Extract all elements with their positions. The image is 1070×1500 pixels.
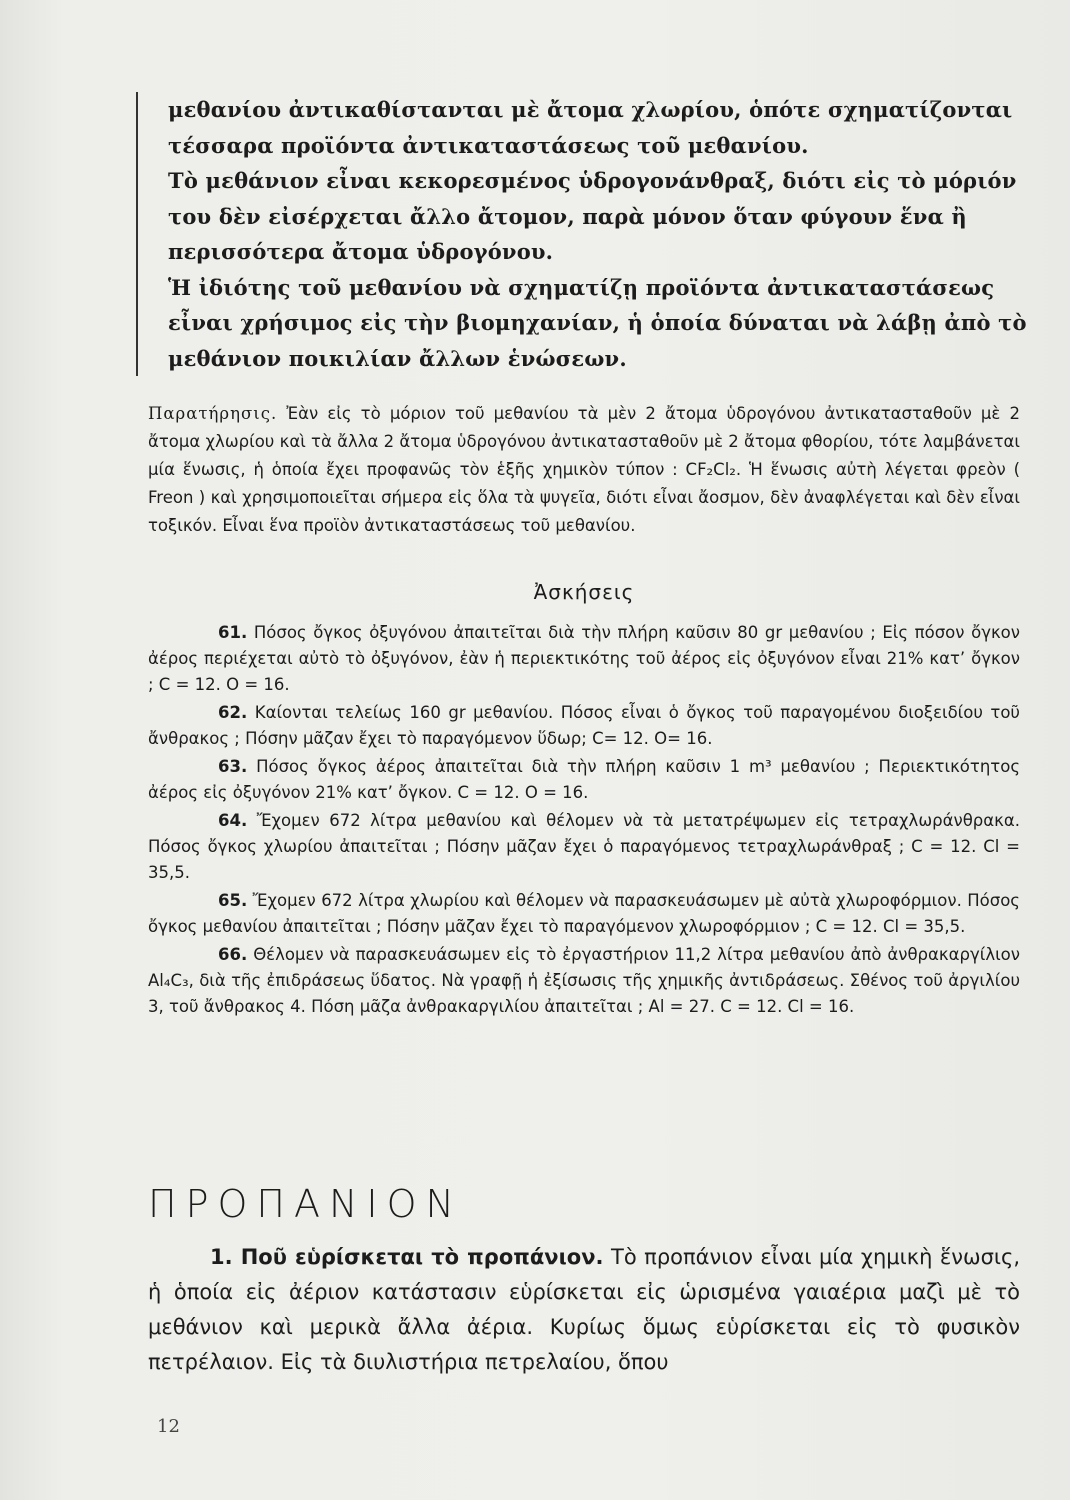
exercise-number: 61. [218,623,248,642]
page-number: 12 [157,1416,180,1437]
exercise-number: 63. [218,757,248,776]
exercise-text: Ἔχομεν 672 λίτρα μεθανίου καὶ θέλομεν νὰ τὰ μετατρέψωμεν εἰς τετραχλωράνθρακα. Πόσος ὄγκος χλωρίου ἀπαιτεῖται ; Πόσην μᾶζαν ἔχει ὁ παραγόμενος τετραχλωράνθραξ ; C = 12. Cl = 35,5. [148,811,1020,882]
chapter-title: ΠΡΟΠΑΝΙΟΝ [148,1182,463,1226]
exercise-text: Ἔχομεν 672 λίτρα χλωρίου καὶ θέλομεν νὰ παρασκευάσωμεν μὲ αὐτὰ χλωροφόρμιον. Πόσος ὄγκος μεθανίου ἀπαιτεῖται ; Πόσην μᾶζαν ἔχει τὸ παραγόμενον χλωροφόρμιον ; C = 12. Cl = 35,5. [148,891,1020,936]
exercise-item [148,754,1020,806]
exercises-heading: Ἀσκήσεις [533,580,635,604]
exercise-number: 65. [218,891,248,910]
note-formula: CF₂Cl₂ [685,460,736,479]
section-heading: 1. Ποῦ εὑρίσκεται τὸ προπάνιον. [210,1245,604,1269]
exercise-item [148,808,1020,886]
note-text-2: . Ἡ ἕνωσις αὐτὴ λέγεται φρεὸν ( Freon ) καὶ χρησιμοποιεῖται σήμερα εἰς ὅλα τὰ ψυγεῖα, διότι εἶναι ἄοσμον, δὲν ἀναφλέγεται καὶ δὲν εἶναι τοξικόν. Εἶναι ἕνα προϊὸν ἀντικαταστάσεως τοῦ μεθανίου. [148,460,1021,535]
summary-paragraph-2: Τὸ μεθάνιον εἶναι κεκορεσμένος ὑδρογονάνθραξ, διότι εἰς τὸ μόριόν του δὲν εἰσέρχεται ἄλλο ἄτομον, παρὰ μόνον ὅταν φύγουν ἕνα ἢ περισσότερα ἄτομα ὑδρογόνου. [168,168,1017,264]
exercise-item [148,942,1020,1020]
exercise-number: 66. [218,945,248,964]
note-paragraph [148,400,1020,540]
note-label: Παρατήρησις. [148,404,278,423]
section-propane-location [148,1240,1020,1380]
exercise-text: Πόσος ὄγκος ἀέρος ἀπαιτεῖται διὰ τὴν πλήρη καῦσιν 1 m³ μεθανίου ; Περιεκτικότητος ἀέρος εἰς ὀξυγόνον 21% κατ’ ὄγκον. C = 12. O = 16. [148,757,1021,802]
exercise-number: 62. [218,703,248,722]
section-text: Τὸ προπάνιον εἶναι μία χημικὴ ἕνωσις, ἡ ὁποία εἰς ἀέριον κατάστασιν εὑρίσκεται εἰς ὡρισμένα γαιαέρια μαζὶ μὲ τὸ μεθάνιον καὶ μερικὰ ἄλλα ἀέρια. Κυρίως ὅμως εὑρίσκεται εἰς τὸ φυσικὸν πετρέλαιον. Εἰς τὰ διυλιστήρια πετρελαίου, ὅπου [148,1245,1020,1374]
exercise-text: Θέλομεν νὰ παρασκευάσωμεν εἰς τὸ ἐργαστήριον 11,2 λίτρα μεθανίου ἀπὸ ἀνθρακαργίλιον Al₄C₃, διὰ τῆς ἐπιδράσεως ὕδατος. Νὰ γραφῇ ἡ ἐξίσωσις τῆς χημικῆς ἀντιδράσεως. Σθένος τοῦ ἀργιλίου 3, τοῦ ἄνθρακος 4. Πόση μᾶζα ἀνθρακαργιλίου ἀπαιτεῖται ; Al = 27. C = 12. Cl = 16. [148,945,1020,1016]
summary-paragraph-1: μεθανίου ἀντικαθίστανται μὲ ἄτομα χλωρίου, ὁπότε σχηματίζονται τέσσαρα προϊόντα ἀντικαταστάσεως τοῦ μεθανίου. [168,97,1013,158]
exercise-item [148,888,1020,940]
exercise-item [148,700,1020,752]
boxed-summary [136,92,1048,376]
exercise-text: Πόσος ὄγκος ὀξυγόνου ἀπαιτεῖται διὰ τὴν πλήρη καῦσιν 80 gr μεθανίου ; Εἰς πόσον ὄγκον ἀέρος περιέχεται αὐτὸ τὸ ὀξυγόνον, ἐὰν ἡ περιεκτικότης τοῦ ἀέρος εἰς ὀξυγόνον εἶναι 21% κατ’ ὄγκον ; C = 12. O = 16. [148,623,1020,694]
summary-paragraph-3: Ἡ ἰδιότης τοῦ μεθανίου νὰ σχηματίζῃ προϊόντα ἀντικαταστάσεως εἶναι χρήσιμος εἰς τὴν βιομηχανίαν, ἡ ὁποία δύναται νὰ λάβῃ ἀπὸ τὸ μεθάνιον ποικιλίαν ἄλλων ἑνώσεων. [168,274,1027,371]
exercise-item [148,620,1020,698]
exercises-list [148,620,1020,1022]
note-text-1: Ἐὰν εἰς τὸ μόριον τοῦ μεθανίου τὰ μὲν 2 ἄτομα ὑδρογόνου ἀντικατασταθοῦν μὲ 2 ἄτομα χλωρίου καὶ τὰ ἄλλα 2 ἄτομα ὑδρογόνου ἀντικατασταθοῦν μὲ 2 ἄτομα φθορίου, τότε λαμβάνεται μία ἕνωσις, ἡ ὁποία ἔχει προφανῶς τὸν ἑξῆς χημικὸν τύπον : [148,404,1020,479]
exercise-text: Καίονται τελείως 160 gr μεθανίου. Πόσος εἶναι ὁ ὄγκος τοῦ παραγομένου διοξειδίου τοῦ ἄνθρακος ; Πόσην μᾶζαν ἔχει τὸ παραγόμενον ὕδωρ; C= 12. O= 16. [148,703,1020,748]
exercise-number: 64. [218,811,248,830]
